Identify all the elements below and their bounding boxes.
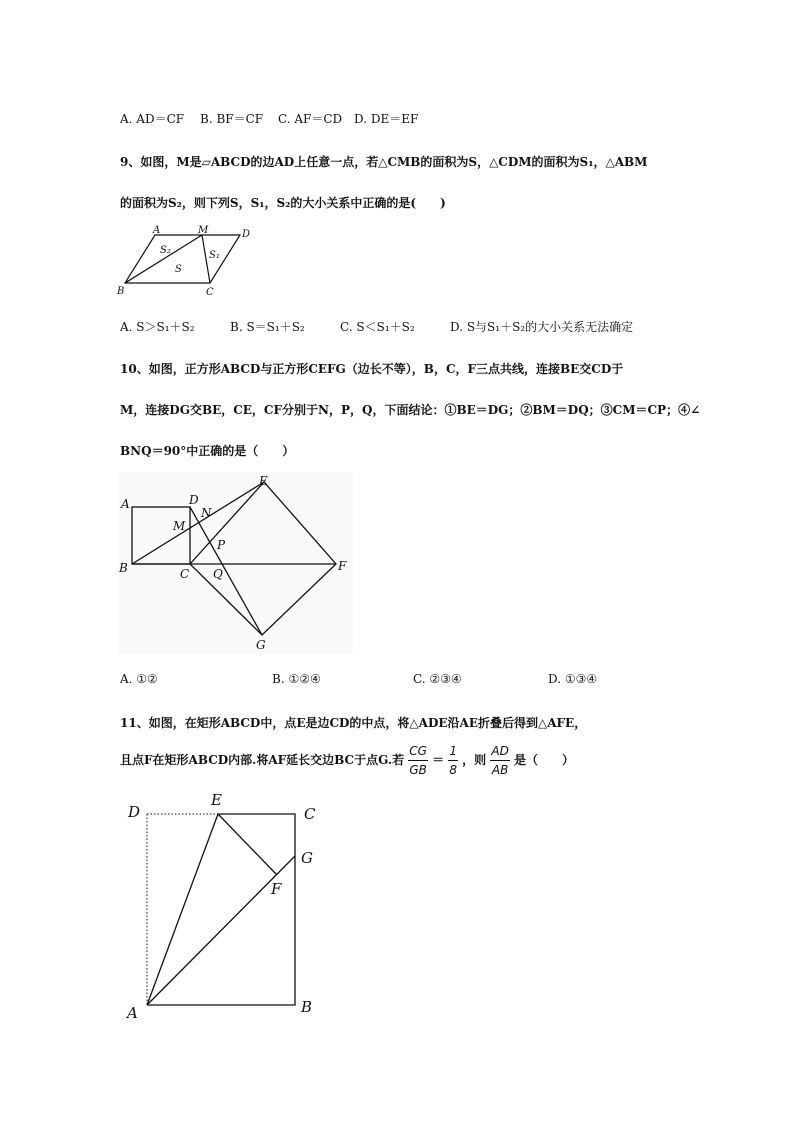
q8-option-b: B. BF＝CF: [200, 112, 264, 126]
q11-stem-line1: 11、如图，在矩形ABCD中，点E是边CD的中点，将△ADE沿AE折叠后得到△AFE，: [120, 716, 587, 730]
q11-label-f: F: [271, 880, 282, 898]
q9-label-m: M: [198, 225, 209, 236]
q10-label-f: F: [338, 559, 347, 573]
q11-label-c: C: [304, 805, 316, 823]
q9-label-c: C: [206, 287, 214, 298]
q9-label-b: B: [117, 286, 125, 297]
q8-option-a: A. AD＝CF: [120, 112, 185, 126]
q10-label-e: E: [259, 474, 268, 488]
q10-label-q: Q: [213, 567, 223, 581]
q9-parallelogram-figure: [115, 222, 255, 300]
q9-stem-line2: 的面积为S₂，则下列S，S₁，S₂的大小关系中正确的是( ): [120, 196, 446, 210]
q9-label-s1: S₁: [209, 250, 220, 261]
q9-option-a: A. S＞S₁＋S₂: [120, 320, 195, 334]
q10-option-d: D. ①③④: [548, 672, 598, 686]
q10-label-d: D: [189, 493, 199, 507]
q10-label-c: C: [180, 567, 190, 581]
q11-label-b: B: [301, 998, 313, 1016]
q10-option-c: C. ②③④: [413, 672, 462, 686]
q9-label-a: A: [153, 225, 161, 236]
q9-option-b: B. S＝S₁＋S₂: [230, 320, 305, 334]
q11-stem-part-a: 且点F在矩形ABCD内部.将AF延长交边BC于点G.若: [120, 753, 405, 767]
q10-stem-line3: BNQ＝90°中正确的是（ ）: [120, 444, 295, 458]
q11-label-a: A: [127, 1004, 138, 1022]
q10-label-p: P: [217, 538, 226, 552]
q11-frac2-num: 1: [448, 742, 458, 761]
q10-stem-line1: 10、如图，正方形ABCD与正方形CEFG（边长不等），B，C，F三点共线，连接BE交CD于: [120, 362, 624, 376]
q10-squares-figure: [118, 472, 353, 654]
q10-label-m: M: [173, 519, 186, 533]
q10-label-b: B: [119, 561, 128, 575]
q11-frac3-den: AB: [491, 763, 509, 777]
q11-fraction-ad-ab: [490, 742, 509, 779]
q10-option-a: A. ①②: [120, 672, 158, 686]
q9-label-s2: S₂: [160, 245, 171, 256]
q11-frac3-num: AD: [490, 742, 509, 761]
q10-label-a: A: [121, 497, 130, 511]
q11-fraction-one-eighth: [448, 742, 458, 779]
q9-label-d: D: [242, 229, 251, 240]
q8-option-c: C. AF＝CD: [278, 112, 343, 126]
q10-label-n: N: [201, 506, 212, 520]
q10-option-b: B. ①②④: [272, 672, 321, 686]
q9-label-s: S: [175, 264, 182, 275]
q11-frac2-den: 8: [449, 763, 457, 777]
q11-label-e: E: [211, 791, 222, 809]
q11-stem-part-b: ，则: [462, 753, 487, 767]
q10-label-g: G: [256, 638, 266, 652]
q11-stem-part-c: 是（ ）: [514, 753, 575, 767]
q11-label-d: D: [128, 803, 141, 821]
q10-stem-line2: M，连接DG交BE，CE，CF分别于N，P，Q，下面结论：①BE＝DG；②BM＝DQ；③CM＝CP；④∠: [120, 403, 701, 417]
q11-frac1-num: CG: [408, 742, 428, 761]
q9-option-d: D. S与S₁＋S₂的大小关系无法确定: [450, 320, 634, 334]
q11-frac1-den: GB: [409, 763, 427, 777]
q11-equals: ＝: [432, 753, 445, 767]
q11-label-g: G: [301, 849, 313, 867]
q9-option-c: C. S＜S₁＋S₂: [340, 320, 415, 334]
q11-rectangle-figure: [125, 788, 325, 1023]
q8-option-d: D. DE＝EF: [354, 112, 419, 126]
q9-stem-line1: 9、如图，M是▱ABCD的边AD上任意一点，若△CMB的面积为S，△CDM的面积为S₁，△ABM: [120, 155, 648, 169]
q11-fraction-cg-gb: [408, 742, 428, 779]
q11-stem-line2: [120, 742, 574, 779]
